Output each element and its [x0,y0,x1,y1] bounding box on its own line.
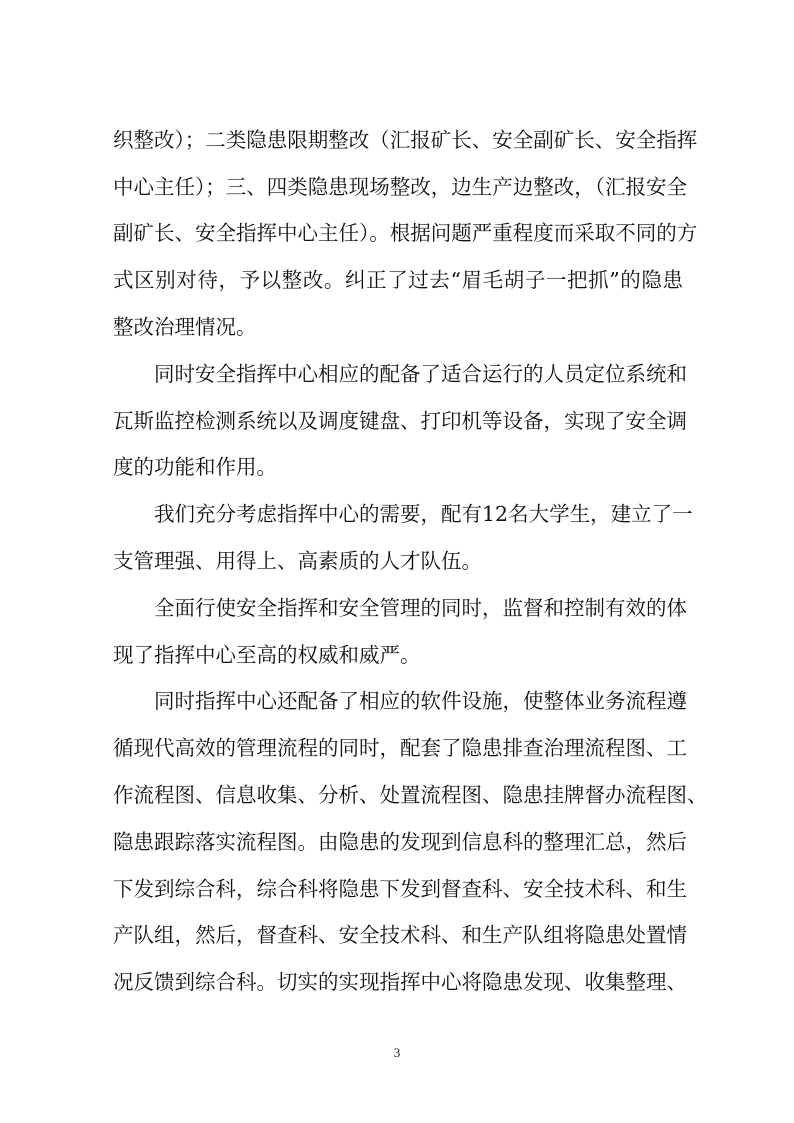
paragraph-start-line: 同时安全指挥中心相应的配备了适合运行的人员定位系统和 [154,362,687,386]
text-line-4: 式区别对待，予以整改。纠正了过去“眉毛胡子一把抓”的隐患 [113,268,683,292]
text-line-10: 支管理强、用得上、高素质的人才队伍。 [113,549,482,573]
text-line-7: 瓦斯监控检测系统以及调度键盘、打印机等设备，实现了安全调 [113,409,687,433]
text-line-8: 度的功能和作用。 [113,455,277,479]
text-line-17: 下发到综合科，综合科将隐患下发到督查科、安全技术科、和生 [113,877,687,901]
paragraph-start-line: 我们充分考虑指挥中心的需要，配有12名大学生，建立了一 [154,502,693,526]
paragraph-start-line: 同时指挥中心还配备了相应的软件设施，使整体业务流程遵 [154,689,687,713]
text-line-3: 副矿长、安全指挥中心主任）。根据问题严重程度而采取不同的方 [113,221,698,245]
text-line-5: 整改治理情况。 [113,315,257,339]
text-line-18: 产队组，然后，督查科、安全技术科、和生产队组将隐患处置情 [113,923,687,947]
text-line-14: 循现代高效的管理流程的同时，配套了隐患排查治理流程图、工 [113,736,687,760]
text-line-1: 织整改）；二类隐患限期整改（汇报矿长、安全副矿长、安全指挥 [113,128,698,152]
text-line-19: 况反馈到综合科。切实的实现指挥中心将隐患发现、收集整理、 [113,970,687,994]
page-number: 3 [393,1045,401,1060]
text-line-12: 现了指挥中心至高的权威和威严。 [113,643,421,667]
text-line-2: 中心主任）；三、四类隐患现场整改，边生产边整改，（汇报安全 [113,175,687,199]
paragraph-start-line: 全面行使安全指挥和安全管理的同时，监督和控制有效的体 [154,596,687,620]
text-line-15: 作流程图、信息收集、分析、处置流程图、隐患挂牌督办流程图、 [113,783,708,807]
text-line-16: 隐患跟踪落实流程图。由隐患的发现到信息科的整理汇总，然后 [113,830,687,854]
